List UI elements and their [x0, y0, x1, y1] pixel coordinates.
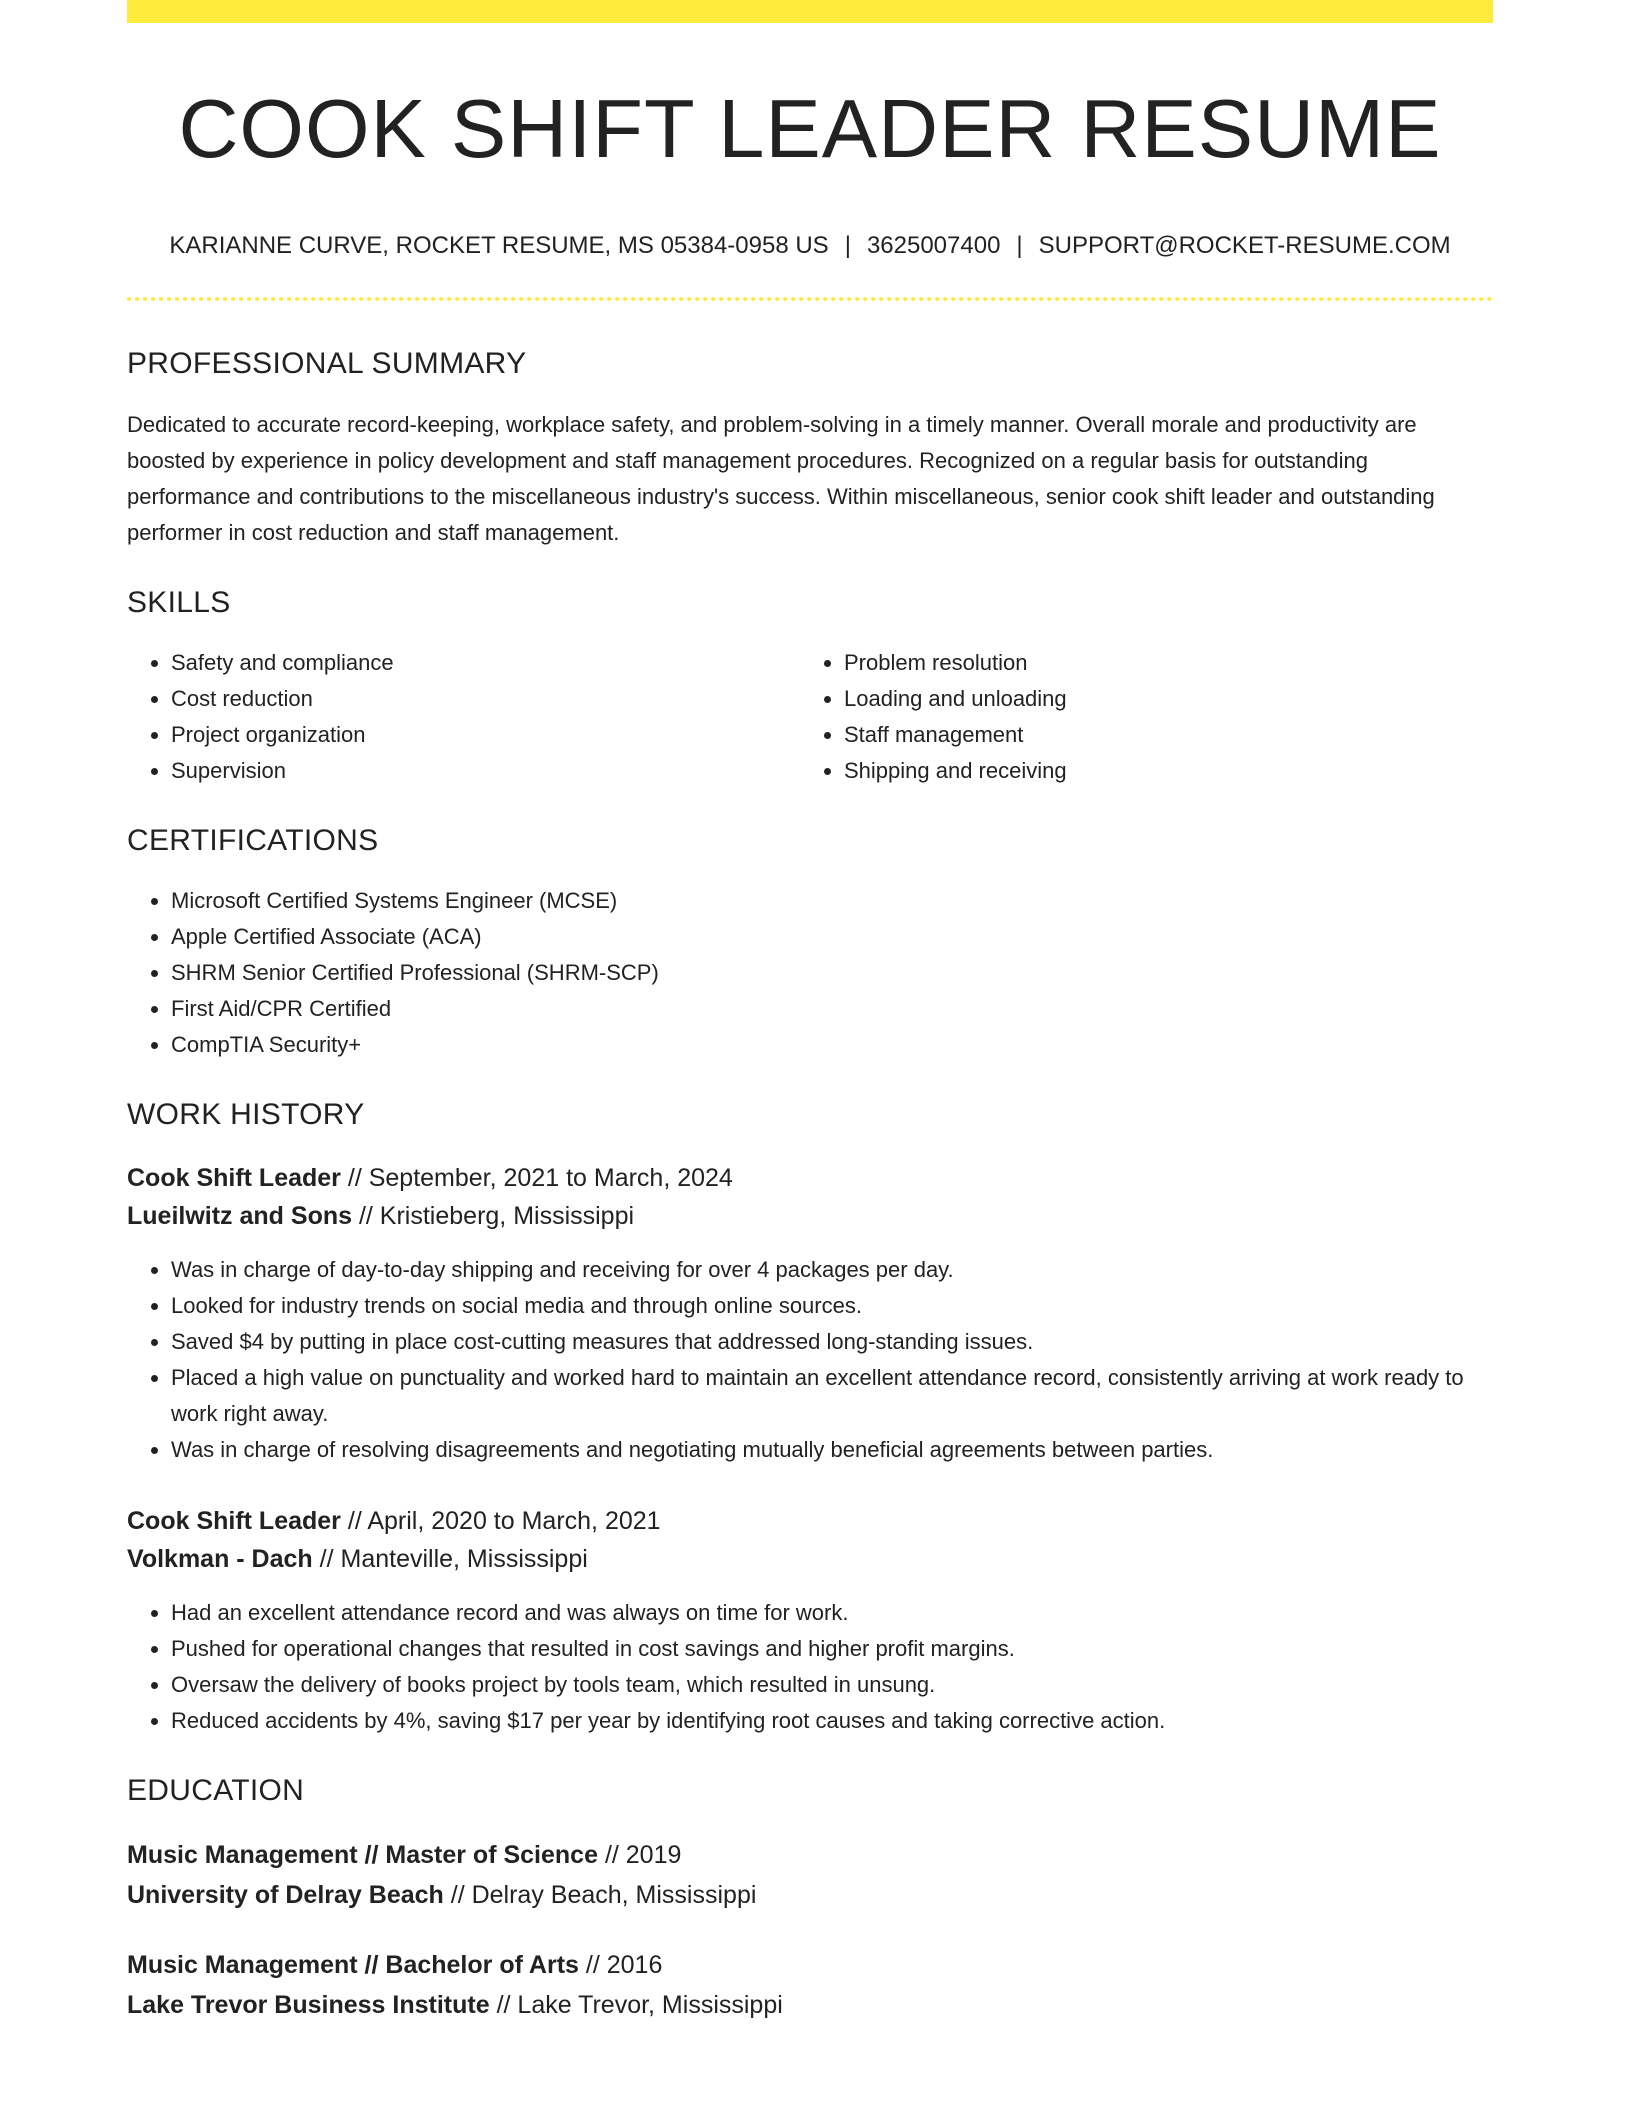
contact-address: KARIANNE CURVE, ROCKET RESUME, MS 05384-0958 US — [169, 232, 829, 260]
skill-item: • Problem resolution — [844, 645, 1473, 681]
job-dates: // September, 2021 to March, 2024 — [347, 1164, 733, 1193]
education-year: // 2019 — [604, 1841, 682, 1870]
dotted-divider — [127, 297, 1493, 301]
job-title: Cook Shift Leader — [127, 1164, 341, 1193]
education-year: // 2016 — [585, 1951, 663, 1980]
resume-page — [127, 0, 1493, 2025]
job-bullet: • Looked for industry trends on social media and through online sources. — [171, 1288, 1493, 1324]
job-bullet: • Was in charge of day-to-day shipping and receiving for over 4 packages per day. — [171, 1252, 1493, 1288]
education-entry — [127, 1835, 1493, 1915]
skill-item: • Cost reduction — [171, 681, 800, 717]
job-bullet: • Was in charge of resolving disagreements and negotiating mutually beneficial agreements between parties. — [171, 1432, 1493, 1468]
education-school: University of Delray Beach — [127, 1881, 444, 1910]
education-degree: Music Management // Master of Science — [127, 1841, 598, 1870]
skills-column-right — [800, 645, 1473, 789]
job-entry — [127, 1502, 1493, 1739]
skill-item: • Staff management — [844, 717, 1473, 753]
contact-phone: 3625007400 — [866, 232, 1001, 260]
job-bullet: • Placed a high value on punctuality and worked hard to maintain an excellent attendance record, consistently arriving at work ready to work right away. — [171, 1360, 1493, 1432]
skills-column-left — [127, 645, 800, 789]
education-location: // Delray Beach, Mississippi — [450, 1881, 757, 1910]
education-heading: EDUCATION — [127, 1774, 305, 1808]
job-bullet: • Saved $4 by putting in place cost-cutting measures that addressed long-standing issues. — [171, 1324, 1493, 1360]
education-school-line — [127, 1985, 1493, 2025]
job-bullets — [127, 1252, 1493, 1468]
job-title-line — [127, 1502, 1493, 1540]
skill-item: • Project organization — [171, 717, 800, 753]
contact-separator: | — [844, 232, 851, 260]
skill-item: • Loading and unloading — [844, 681, 1473, 717]
education-degree-line — [127, 1945, 1493, 1985]
job-title-line — [127, 1159, 1493, 1197]
job-bullet: • Pushed for operational changes that resulted in cost savings and higher profit margins. — [171, 1631, 1493, 1667]
certification-item: • SHRM Senior Certified Professional (SHRM-SCP) — [171, 955, 1493, 991]
job-title: Cook Shift Leader — [127, 1507, 341, 1536]
education-degree: Music Management // Bachelor of Arts — [127, 1951, 579, 1980]
education-degree-line — [127, 1835, 1493, 1875]
certifications-heading: CERTIFICATIONS — [127, 824, 379, 858]
work-history-heading: WORK HISTORY — [127, 1098, 365, 1132]
job-bullets — [127, 1595, 1493, 1739]
job-company-line — [127, 1197, 1493, 1235]
resume-title: COOK SHIFT LEADER RESUME — [178, 82, 1442, 175]
skill-item: • Shipping and receiving — [844, 753, 1473, 789]
certification-item: • Microsoft Certified Systems Engineer (MCSE) — [171, 883, 1493, 919]
skill-item: • Safety and compliance — [171, 645, 800, 681]
certification-item: • First Aid/CPR Certified — [171, 991, 1493, 1027]
certification-item: • CompTIA Security+ — [171, 1027, 1493, 1063]
contact-separator: | — [1016, 232, 1023, 260]
skills-list-left — [127, 645, 800, 789]
education-school-line — [127, 1875, 1493, 1915]
job-location: // Manteville, Mississippi — [319, 1545, 588, 1574]
contact-email: SUPPORT@ROCKET-RESUME.COM — [1038, 232, 1451, 260]
skills-columns — [127, 645, 1493, 789]
accent-top-bar — [127, 0, 1493, 23]
skills-list-right — [800, 645, 1473, 789]
skill-item: • Supervision — [171, 753, 800, 789]
job-bullet: • Oversaw the delivery of books project by tools team, which resulted in unsung. — [171, 1667, 1493, 1703]
job-bullet: • Had an excellent attendance record and was always on time for work. — [171, 1595, 1493, 1631]
job-company: Volkman - Dach — [127, 1545, 313, 1574]
job-dates: // April, 2020 to March, 2021 — [347, 1507, 661, 1536]
contact-info — [127, 232, 1493, 260]
education-entry — [127, 1945, 1493, 2025]
job-entry — [127, 1159, 1493, 1468]
job-bullet: • Reduced accidents by 4%, saving $17 per year by identifying root causes and taking corrective action. — [171, 1703, 1493, 1739]
certification-item: • Apple Certified Associate (ACA) — [171, 919, 1493, 955]
education-location: // Lake Trevor, Mississippi — [496, 1991, 783, 2020]
summary-text: Dedicated to accurate record-keeping, workplace safety, and problem-solving in a timely manner. Overall morale and productivity are boosted by experience in policy development and staff management procedures. Recognized on a regular basis for outstanding performance and contributions to the miscellaneous industry's success. Within miscellaneous, senior cook shift leader and outstanding performer in cost reduction and staff management. — [127, 412, 1435, 546]
certifications-list — [127, 883, 1493, 1063]
skills-heading: SKILLS — [127, 586, 231, 620]
job-location: // Kristieberg, Mississippi — [358, 1202, 635, 1231]
education-school: Lake Trevor Business Institute — [127, 1991, 490, 2020]
job-company: Lueilwitz and Sons — [127, 1202, 353, 1231]
summary-heading: PROFESSIONAL SUMMARY — [127, 347, 527, 381]
job-company-line — [127, 1540, 1493, 1578]
